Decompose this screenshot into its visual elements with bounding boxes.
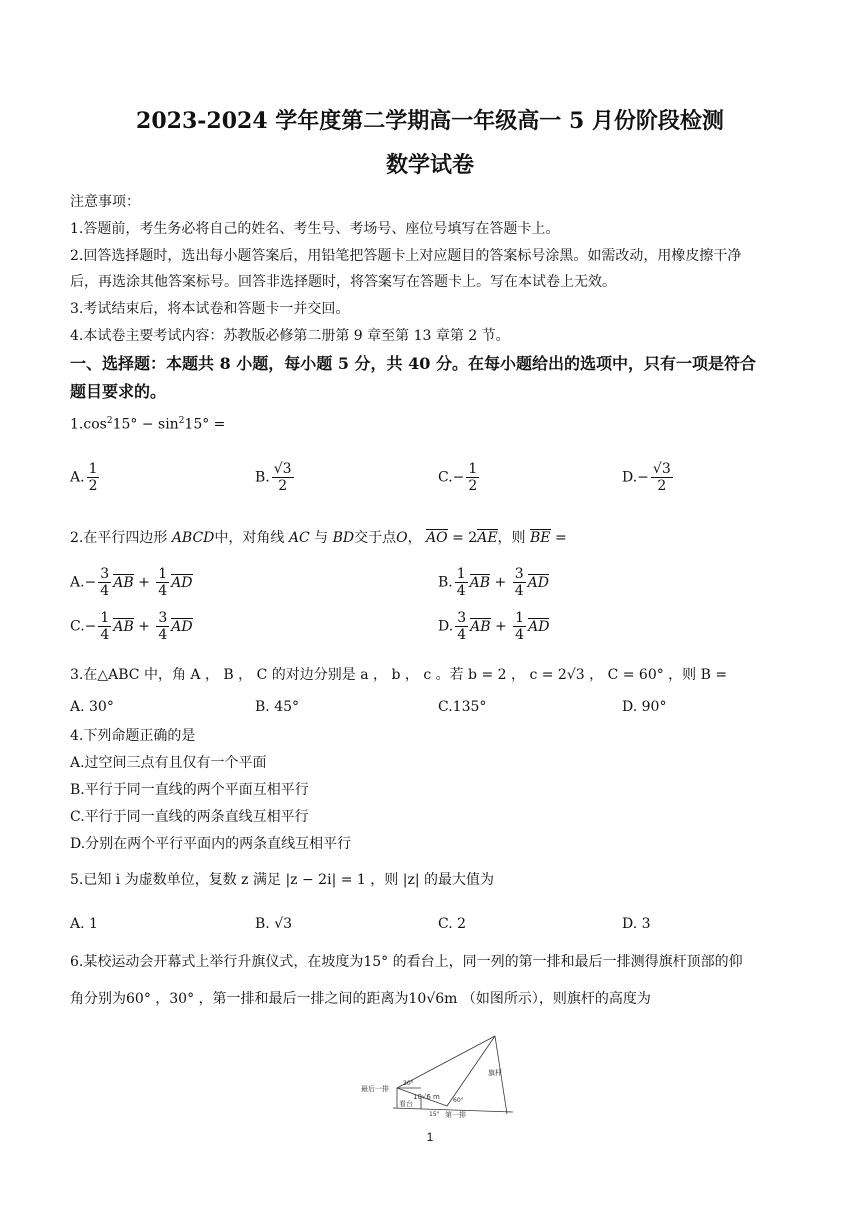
q2-vec-be: BE <box>530 530 551 546</box>
section-heading: 一、选择题：本题共 8 小题，每小题 5 分，共 40 分。在每小题给出的选项中，只有一项是符合 <box>70 354 756 373</box>
q3-option-d[interactable]: D. 90° <box>622 699 667 715</box>
flagpole-figure <box>355 1030 525 1122</box>
q2-text-g: = <box>550 530 567 546</box>
figure-label-distance: 10√6 m <box>413 1093 440 1101</box>
q1-option-d[interactable] <box>622 461 675 494</box>
q2-a-vec-ad: AD <box>171 574 193 591</box>
q1-d-den: 2 <box>657 478 667 495</box>
figure-label-stand: 看台 <box>399 1100 413 1108</box>
q2-text-c: 与 <box>314 530 329 546</box>
q2-b-label: B. <box>438 574 453 591</box>
note-1: 1.答题前，考生务必将自己的姓名、考生号、考场号、座位号填写在答题卡上。 <box>70 221 560 237</box>
q2-a-sign: + <box>133 574 155 591</box>
q2-ac: AC <box>288 530 310 546</box>
q2-option-a[interactable] <box>70 566 193 599</box>
q1-c-den: 2 <box>468 478 478 495</box>
exam-subtitle: 数学试卷 <box>385 152 474 178</box>
q5-option-d[interactable]: D. 3 <box>622 916 651 932</box>
q2-c-d1: 4 <box>100 627 110 644</box>
q2-d-vec-ad: AD <box>528 618 550 635</box>
question-5-stem: 5.已知 i 为虚数单位，复数 z 满足 |z − 2i| = 1 ，则 |z| 的最大值为 <box>70 872 494 888</box>
q1-option-a[interactable] <box>70 461 101 494</box>
q2-text-b: 中，对角线 <box>214 530 285 546</box>
q2-c-vec-ad: AD <box>171 618 193 635</box>
q3-option-c[interactable]: C.135° <box>438 699 487 715</box>
q2-o: O <box>396 530 408 546</box>
q3-option-a[interactable]: A. 30° <box>70 699 114 715</box>
q1-option-c-label: C.− <box>438 469 465 486</box>
q1-b-num: √3 <box>273 461 292 477</box>
q2-text-a: 2.在平行四边形 <box>70 530 168 546</box>
q2-c-label: C.− <box>70 618 97 635</box>
figure-label-last-row: 最后一排 <box>361 1085 389 1093</box>
q2-a-d1: 4 <box>100 583 110 600</box>
q1-sup-2: 2 <box>178 416 185 426</box>
q2-d-d1: 4 <box>457 627 467 644</box>
section-heading-continued: 题目要求的。 <box>70 382 167 401</box>
q1-c-num: 1 <box>468 461 478 477</box>
q2-b-d2: 4 <box>514 583 524 600</box>
question-3-stem: 3.在△ABC 中，角 A ， B ， C 的对边分别是 a ， b ， c 。若 b = 2 ， c = 2√3 ， C = 60° ，则 B = <box>70 667 728 683</box>
q1-option-d-label: D.− <box>622 469 649 486</box>
note-2: 2.回答选择题时，选出每小题答案后，用铅笔把答题卡上对应题目的答案标号涂黑。如需改动，用橡皮擦干净 <box>70 248 742 264</box>
q2-c-n2: 3 <box>158 610 168 626</box>
q1-option-c[interactable] <box>438 461 481 494</box>
q5-option-a[interactable]: A. 1 <box>70 916 98 932</box>
question-6-stem-line-2: 角分别为60° ，30° ，第一排和最后一排之间的距离为10√6m （如图所示），则旗杆的高度为 <box>70 991 651 1007</box>
q2-d-vec-ab: AB <box>470 618 491 635</box>
figure-label-angle-60: 60° <box>453 1097 464 1104</box>
q2-d-n1: 3 <box>457 610 467 626</box>
q2-eq: = 2 <box>447 530 478 546</box>
q2-text-f: ，则 <box>497 530 526 546</box>
q2-vec-ao: AO <box>426 530 448 546</box>
q2-c-vec-ab: AB <box>113 618 134 635</box>
q2-a-label: A.− <box>70 574 97 591</box>
q1-b-den: 2 <box>278 478 288 495</box>
q1-option-b-label: B. <box>255 469 270 486</box>
question-2-stem <box>70 527 567 547</box>
q1-a-num: 1 <box>88 461 98 477</box>
q4-option-d[interactable]: D.分别在两个平行平面内的两条直线互相平行 <box>70 836 352 852</box>
figure-label-angle-30: 30° <box>403 1080 414 1087</box>
figure-label-angle-15: 15° <box>429 1111 440 1118</box>
q3-option-b[interactable]: B. 45° <box>255 699 300 715</box>
q2-option-c[interactable] <box>70 610 193 643</box>
q5-option-c[interactable]: C. 2 <box>438 916 467 932</box>
figure-label-first-row: 第一排 <box>445 1111 466 1119</box>
q2-abcd: ABCD <box>171 530 215 546</box>
q2-b-n2: 3 <box>514 566 524 582</box>
note-4: 4.本试卷主要考试内容：苏教版必修第二册第 9 章至第 13 章第 2 节。 <box>70 328 510 344</box>
question-4-stem: 4.下列命题正确的是 <box>70 728 196 744</box>
q2-d-d2: 4 <box>515 627 525 644</box>
q1-option-b[interactable] <box>255 461 296 494</box>
q2-a-vec-ab: AB <box>113 574 134 591</box>
q2-d-n2: 1 <box>515 610 525 626</box>
q2-c-n1: 1 <box>100 610 110 626</box>
q4-option-a[interactable]: A.过空间三点有且仅有一个平面 <box>70 755 267 771</box>
q1-mid1: 15° − sin <box>112 416 179 433</box>
q2-option-b[interactable] <box>438 566 549 599</box>
q1-mid2: 15° = <box>184 416 226 433</box>
q5-option-b[interactable]: B. √3 <box>255 916 293 932</box>
q2-vec-ae: AE <box>477 530 498 546</box>
q2-bd: BD <box>332 530 355 546</box>
q2-b-vec-ab: AB <box>469 574 491 591</box>
q2-a-n1: 3 <box>100 566 110 582</box>
q1-number: 1. <box>70 416 84 433</box>
q2-a-d2: 4 <box>158 583 168 600</box>
q2-c-sign: + <box>133 618 155 635</box>
page-number: 1 <box>426 1130 434 1144</box>
q1-option-a-label: A. <box>70 469 85 486</box>
q2-text-d: 交于点 <box>354 530 397 546</box>
q1-a-den: 2 <box>88 478 98 495</box>
q2-c-d2: 4 <box>158 627 168 644</box>
question-6-stem-line-1: 6.某校运动会开幕式上举行升旗仪式，在坡度为15° 的看台上，同一列的第一排和最后一排测得旗杆顶部的仰 <box>70 954 743 970</box>
notes-heading: 注意事项： <box>70 194 140 210</box>
note-2-continued: 后，再选涂其他答案标号。回答非选择题时，将答案写在答题卡上。写在本试卷上无效。 <box>70 274 616 290</box>
figure-label-pole: 旗杆 <box>488 1069 502 1077</box>
q2-b-d1: 4 <box>456 583 466 600</box>
q2-d-label: D. <box>438 618 454 635</box>
q1-d-num: √3 <box>652 461 671 477</box>
q2-text-e: ， <box>407 530 422 546</box>
q2-b-sign: + <box>490 574 511 591</box>
q2-a-n2: 1 <box>158 566 168 582</box>
question-1-stem <box>70 416 225 433</box>
q2-b-vec-ad: AD <box>527 574 549 591</box>
q2-option-d[interactable] <box>438 610 549 643</box>
q4-option-b[interactable]: B.平行于同一直线的两个平面互相平行 <box>70 782 309 798</box>
note-3: 3.考试结束后，将本试卷和答题卡一并交回。 <box>70 301 350 317</box>
q1-cos: cos <box>83 416 107 433</box>
q2-b-n1: 1 <box>456 566 466 582</box>
q1-sup-1: 2 <box>106 416 113 426</box>
exam-title: 2023-2024 学年度第二学期高一年级高一 5 月份阶段检测 <box>136 108 724 134</box>
q4-option-c[interactable]: C.平行于同一直线的两条直线互相平行 <box>70 809 309 825</box>
q2-d-sign: + <box>490 618 512 635</box>
